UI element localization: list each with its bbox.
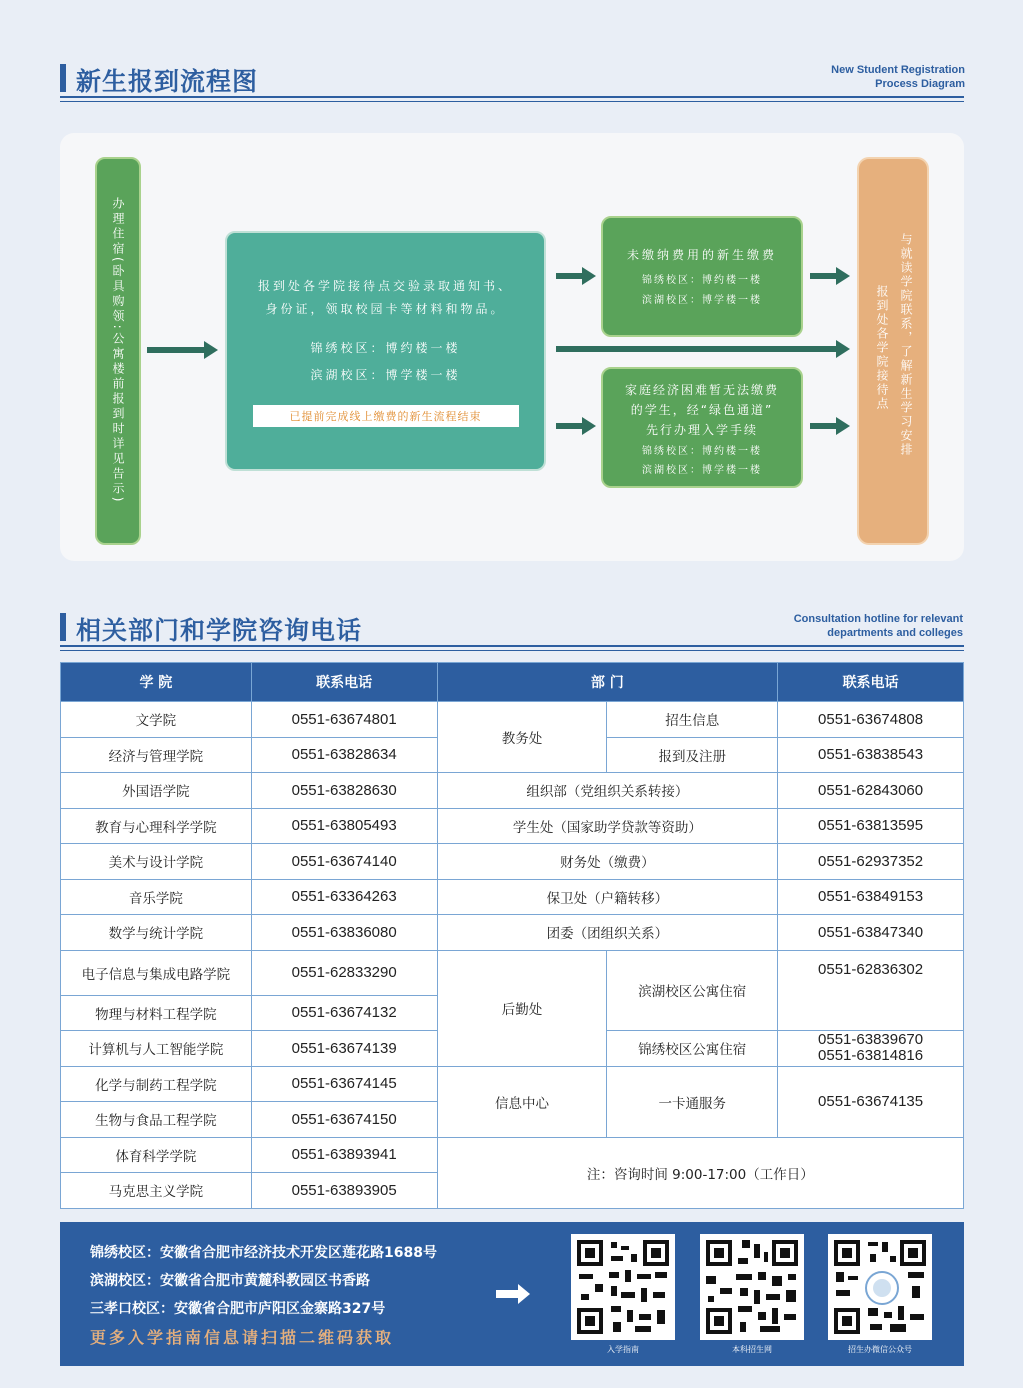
table-row: 计算机与人工智能学院 0551-63674139 锦绣校区公寓住宿 0551-63839670 0551-63814816 bbox=[61, 1031, 964, 1067]
qr-code-icon bbox=[700, 1234, 804, 1340]
table-row: 数学与统计学院 0551-63836080 团委（团组织关系） 0551-63847340 bbox=[61, 915, 964, 951]
hotline-section-en-title: Consultation hotline for relevant departments and colleges bbox=[793, 613, 963, 639]
more-info-text: 更多入学指南信息请扫描二维码获取 bbox=[90, 1328, 395, 1347]
table-row: 文学院 0551-63674801 教务处 招生信息 0551-63674808 bbox=[61, 702, 964, 738]
hotline-section-title: 相关部门和学院咨询电话 bbox=[76, 616, 363, 645]
section-marker bbox=[60, 64, 66, 92]
flow-arrow bbox=[147, 347, 204, 353]
table-row: 教育与心理科学学院 0551-63805493 学生处（国家助学贷款等资助） 0551-63813595 bbox=[61, 808, 964, 844]
qr-caption: 本科招生网 bbox=[732, 1345, 772, 1354]
accommodation-box: 办理住宿(卧具购领:公寓楼前报到时详见告示) bbox=[95, 157, 141, 545]
table-row: 生物与食品工程学院 0551-63674150 bbox=[61, 1102, 964, 1138]
registration-box: 报到处各学院接待点交验录取通知书、 身份证，领取校园卡等材料和物品。 锦绣校区：博约楼一楼 滨湖校区：博学楼一楼 已提前完成线上缴费的新生流程结束 bbox=[225, 231, 546, 471]
table-row: 美术与设计学院 0551-63674140 财务处（缴费） 0551-62937352 bbox=[61, 844, 964, 880]
flow-section-title: 新生报到流程图 bbox=[76, 67, 259, 96]
qr-code-wechat[interactable] bbox=[828, 1234, 932, 1340]
section-rule bbox=[60, 96, 964, 98]
online-paid-note: 已提前完成线上缴费的新生流程结束 bbox=[253, 405, 519, 427]
address-sanxiaokou: 三孝口校区：安徽省合肥市庐阳区金寨路327号 bbox=[90, 1301, 386, 1317]
table-row: 电子信息与集成电路学院 0551-62833290 后勤处 滨湖校区公寓住宿 0551-62836302 bbox=[61, 950, 964, 995]
consult-hours-note: 注：咨询时间 9:00-17:00（工作日） bbox=[437, 1137, 963, 1208]
header-college: 学 院 bbox=[61, 663, 252, 702]
qr-caption: 入学指南 bbox=[607, 1345, 639, 1354]
table-row: 马克思主义学院 0551-63893905 bbox=[61, 1173, 964, 1209]
flow-section-en-title: New Student Registration Process Diagram bbox=[831, 64, 965, 90]
table-row: 物理与材料工程学院 0551-63674132 bbox=[61, 995, 964, 1031]
qr-code-icon bbox=[571, 1234, 675, 1340]
header-department: 部 门 bbox=[437, 663, 778, 702]
address-binhu: 滨湖校区：安徽省合肥市黄麓科教园区书香路 bbox=[90, 1273, 370, 1289]
flow-arrow bbox=[810, 273, 836, 279]
table-header-row bbox=[61, 663, 964, 702]
table-row: 体育科学学院 0551-63893941 注：咨询时间 9:00-17:00（工作日） bbox=[61, 1137, 964, 1173]
table-row: 化学与制药工程学院 0551-63674145 信息中心 一卡通服务 0551-63674135 bbox=[61, 1066, 964, 1102]
qr-code-guide[interactable] bbox=[571, 1234, 675, 1340]
hotline-table bbox=[60, 662, 964, 1209]
arrow-right-icon bbox=[496, 1290, 518, 1298]
flow-arrow bbox=[810, 423, 836, 429]
section-rule-thin bbox=[60, 650, 964, 651]
address-jinxiu: 锦绣校区：安徽省合肥市经济技术开发区莲花路1688号 bbox=[90, 1245, 437, 1261]
section-rule bbox=[60, 645, 964, 647]
section-rule-thin bbox=[60, 101, 964, 102]
flow-arrow bbox=[556, 273, 582, 279]
flow-arrow bbox=[556, 423, 582, 429]
header-phone: 联系电话 bbox=[251, 663, 437, 702]
table-row: 音乐学院 0551-63364263 保卫处（户籍转移） 0551-63849153 bbox=[61, 879, 964, 915]
qr-code-icon bbox=[828, 1234, 932, 1340]
qr-caption: 招生办微信公众号 bbox=[848, 1345, 912, 1354]
flow-arrow bbox=[556, 346, 836, 352]
green-channel-box: 家庭经济困难暂无法缴费 的学生，经“绿色通道” 先行办理入学手续 锦绣校区：博约楼一楼 滨湖校区：博学楼一楼 bbox=[601, 367, 803, 488]
table-row: 外国语学院 0551-63828630 组织部（党组织关系转接） 0551-62843060 bbox=[61, 773, 964, 809]
table-row: 经济与管理学院 0551-63828634 报到及注册 0551-63838543 bbox=[61, 737, 964, 773]
header-phone: 联系电话 bbox=[778, 663, 964, 702]
payment-box: 未缴纳费用的新生缴费 锦绣校区：博约楼一楼 滨湖校区：博学楼一楼 bbox=[601, 216, 803, 337]
footer-panel bbox=[60, 1222, 964, 1366]
qr-code-admission[interactable] bbox=[700, 1234, 804, 1340]
final-step-box: 与就读学院联系，了解新生学习安排 报到处各学院接待点 bbox=[857, 157, 929, 545]
section-marker bbox=[60, 613, 66, 641]
